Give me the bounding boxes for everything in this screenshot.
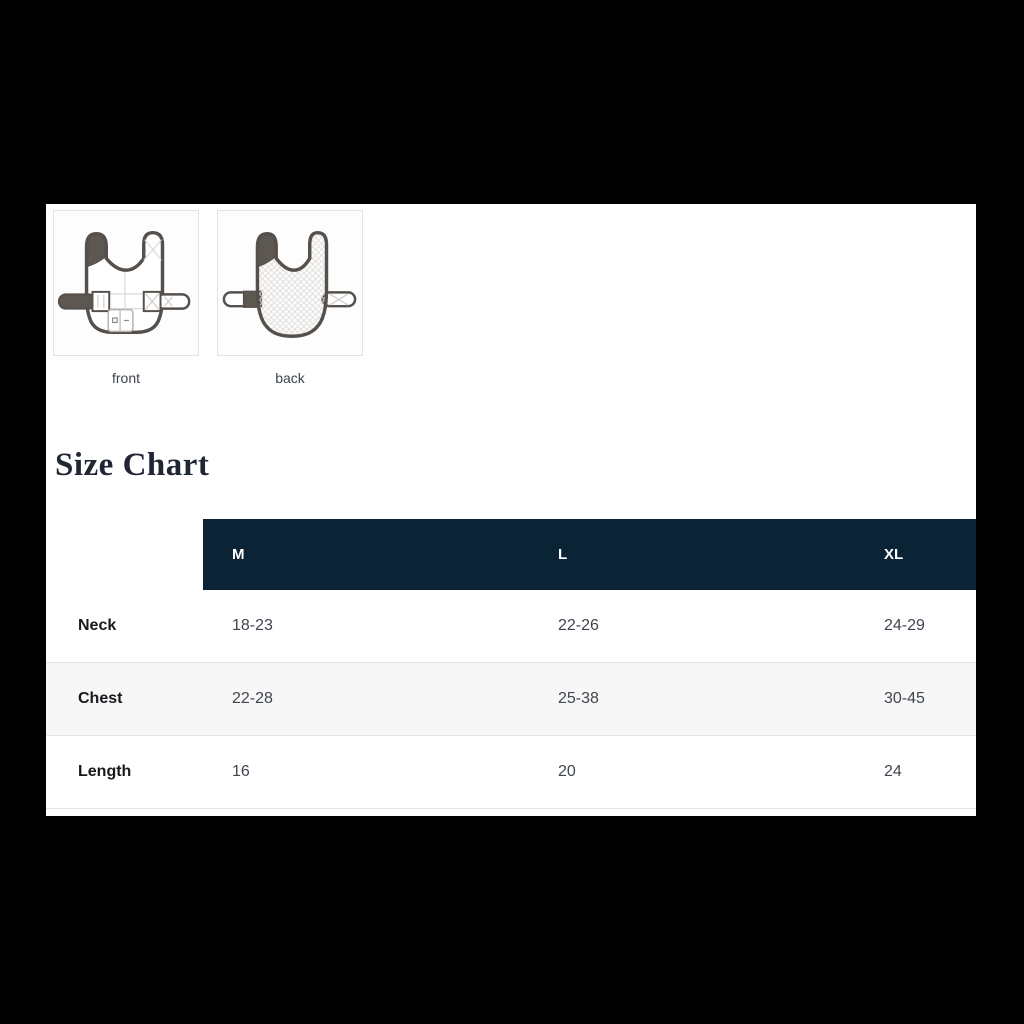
length-l-value: 20 [558,763,576,780]
column-header-m: M [203,519,529,590]
thumbnail-front-label: front [111,370,140,386]
chest-m-value: 22-28 [232,690,273,707]
neck-m-value: 18-23 [232,617,273,634]
chest-l-value: 25-38 [558,690,599,707]
neck-l-value: 22-26 [558,617,599,634]
vest-back-illustration [218,211,362,355]
thumbnail-back[interactable] [217,210,363,356]
table-row-chest [46,663,976,736]
size-chart-header-row [46,519,976,590]
size-chart-corner-cell [46,519,203,590]
chest-xl-value: 30-45 [884,690,925,707]
table-row-neck [46,590,976,663]
product-details-panel [46,204,976,816]
size-chart-title: Size Chart [55,447,210,483]
column-header-l: L [529,519,855,590]
thumbnail-front[interactable] [53,210,199,356]
row-label-neck: Neck [78,617,117,634]
length-m-value: 16 [232,763,250,780]
neck-xl-value: 24-29 [884,617,925,634]
thumbnail-back-label: back [275,370,305,386]
column-header-xl: XL [855,519,976,590]
table-row-length [46,736,976,809]
length-xl-value: 24 [884,763,902,780]
size-chart-table [46,519,976,809]
row-label-length: Length [78,763,132,780]
row-label-chest: Chest [78,690,123,707]
vest-front-illustration [54,211,198,355]
